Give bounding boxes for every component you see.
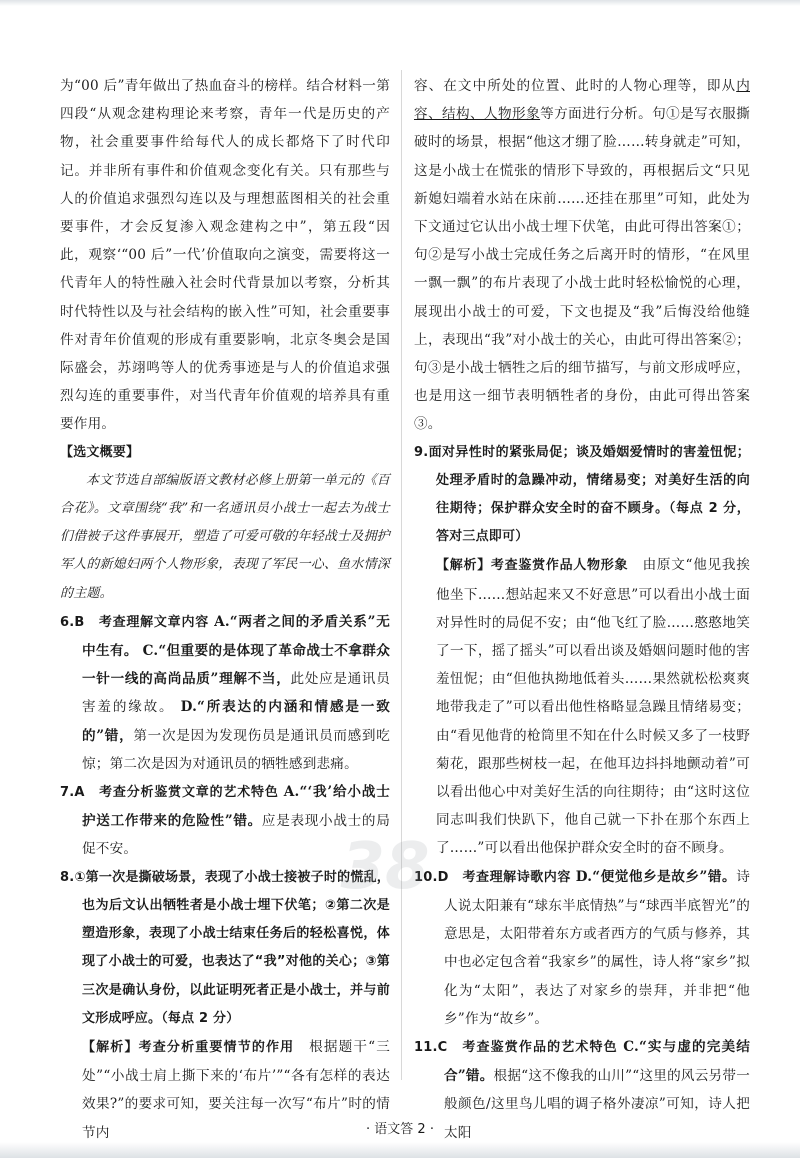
page-top-shadow — [0, 0, 800, 6]
q8-analysis-text: 根据题干“三处”“小战士肩上撕下来的‘布片’”“各有怎样的表达效果?”的要求可知，要关注每一次写“布片”时的情节内 — [82, 1038, 390, 1141]
q11-option-c-quote: C.“实与虚的完美结合”错。 — [444, 1038, 750, 1085]
q8-analysis-continuation — [414, 72, 750, 439]
q6-option-d-quote: D.“所表达的内涵和情感是一致的”错， — [82, 699, 390, 744]
q6-option-d-reason: 第一次是因为发现伤员是通讯员而感到吃惊；第二次是因为对通讯员的牺牲感到悲痛。 — [82, 727, 390, 772]
q6-answer — [60, 608, 390, 778]
q8-analysis-part-a: 容、在文中所处的位置、此时的人物心理等，即从 — [414, 78, 737, 94]
q7-option-a-quote: A.“‘我’给小战士护送工作带来的危险性”错。 — [82, 784, 390, 830]
q8-analysis-underline: 内容、结构、人物形象 — [414, 78, 750, 123]
q10-option-d-quote: D.“便觉他乡是故乡”错。 — [575, 868, 737, 885]
q9-answer: 9.面对异性时的紧张局促；谈及婚姻爱情时的害羞忸怩；处理矛盾时的急躁冲动，情绪易变；对美好生活的向往期待；保护群众安全时的奋不顾身。（每点 2 分，答对三点即可） — [414, 444, 750, 545]
right-column — [414, 72, 750, 1147]
page-bottom-shadow — [0, 1142, 800, 1158]
left-column — [60, 72, 390, 1147]
q10-option-d-reason: 诗人说太阳兼有“球东半底情热”与“球西半底智光”的意思是，太阳带着东方或者西方的气质与修养，其中也必定包含着“我家乡”的属性，诗人将“家乡”拟化为“太阳”，表达了对家乡的崇拜，并非把“他乡”作为“故乡”。 — [444, 868, 750, 1027]
q10-head: 10.D 考查理解诗歌内容 — [414, 869, 571, 885]
overview-title: 【选文概要】 — [60, 444, 140, 460]
q6-head: 6.B 考查理解文章内容 — [60, 614, 209, 630]
q9-analysis — [414, 551, 750, 862]
q11-option-c-reason: 根据“这不像我的山川”“这里的风云另带一般颜色/这里鸟儿唱的调子格外凄凉”可知，诗人把太阳 — [444, 1068, 750, 1141]
q8-analysis-label: 【解析】考查分析重要情节的作用 — [82, 1039, 295, 1055]
watermark-number: 38 — [340, 830, 430, 900]
overview-text: 本文节选自部编版语文教材必修上册第一单元的《百合花》。文章围绕“我”和一名通讯员小战士一起去为战士们借被子这件事展开，塑造了可爱可敬的年轻战士及拥护军人的新媳妇两个人物形象，表现了军民一心、鱼水情深的主题。 — [60, 472, 391, 601]
q5-answer-continuation: 为“00 后”青年做出了热血奋斗的榜样。结合材料一第四段“从观念建构理论来考察，青年一代是历史的产物，社会重要事件给每代人的成长都烙下了时代印记。并非所有事件和价值观念变化有关。只有那些与人的价值追求强烈勾连以及与理想蓝图相关的社会重要事件，才会反复渗入观念建构之中”，第五段“因此，观察‘“00 后”一代’价值取向之演变，需要将这一代青年人的特性融入社会时代背景加以考察，分析其时代特性以及与社会结构的嵌入性”可知，社会重要事件对青年价值观的形成有重要影响，北京冬奥会是国际盛会，苏翊鸣等人的优秀事迹是与人的价值追求强烈勾连的重要事件，对当代青年价值观的培养具有重要作用。 — [60, 78, 390, 433]
q6-option-a: A.“两者之间的矛盾关系”无中生有。 — [82, 613, 390, 660]
q7-option-a-reason: 应是表现小战士的局促不安。 — [82, 813, 390, 858]
q8-answer: 8.①第一次是撕破场景，表现了小战士接被子时的慌乱，也为后文认出牺牲者是小战士埋下伏笔；②第二次是塑造形象，表现了小战士结束任务后的轻松喜悦，体现了小战士的可爱，也表达了“我”对他的关心；③第三次是确认身份，以此证明死者正是小战士，并与前文形成呼应。（每点 2 分） — [60, 869, 390, 1026]
q8-analysis-part-b: 等方面进行分析。句①是写衣服撕破时的场景，根据“他这才绷了脸……转身就走”可知，这是小战士在慌张的情形下导致的，再根据后文“只见新媳妇端着水站在床前……还挂在那里”可知，此处为下文通过它认出小战士埋下伏笔，由此可得出答案①；句②是写小战士完成任务之后离开时的情形，“在风里一飘一飘”的布片表现了小战士此时轻松愉悦的心理，展现出小战士的可爱，下文也提及“我”后悔没给他缝上，表现出“我”对小战士的关心，由此可得出答案②；句③是小战士牺牲之后的细节描写，与前文形成呼应，也是用这一细节表明牺牲者的身份，由此可得出答案③。 — [414, 106, 750, 433]
q9-analysis-text: 由原文“他见我挨他坐下……想站起来又不好意思”可以看出小战士面对异性时的局促不安；由“他飞红了脸……憨憨地笑了一下，摇了摇头”可以看出谈及婚姻问题时他的害羞忸怩；由“但他执拗地低着头……果然就松松爽爽地带我走了”可以看出他性格略显急躁且情绪易变；由“看见他背的枪筒里不知在什么时候又多了一枝野菊花，跟那些树枝一起，在他耳边抖抖地颤动着”可以看出他心中对美好生活的向往期待；由“这时这位同志叫我们快趴下，他自己就一下扑在那个东西上了……”可以看出他保护群众安全时的奋不顾身。 — [436, 557, 750, 857]
q6-option-c-quote: C.“但重要的是体现了革命战士不拿群众一针一线的高尚品质”理解不当， — [82, 643, 390, 688]
q9-analysis-label: 【解析】考查鉴赏作品人物形象 — [436, 558, 629, 574]
q11-head: 11.C 考查鉴赏作品的艺术特色 — [414, 1039, 618, 1055]
page-footer: · 语文答 2 · — [366, 1122, 434, 1137]
q7-head: 7.A 考查分析鉴赏文章的艺术特色 — [60, 785, 279, 801]
column-divider — [401, 70, 402, 1080]
q6-option-c-reason: 此处应是通讯员害羞的缘故。 — [82, 671, 390, 716]
q10-answer — [414, 863, 750, 1033]
q7-answer — [60, 778, 390, 864]
